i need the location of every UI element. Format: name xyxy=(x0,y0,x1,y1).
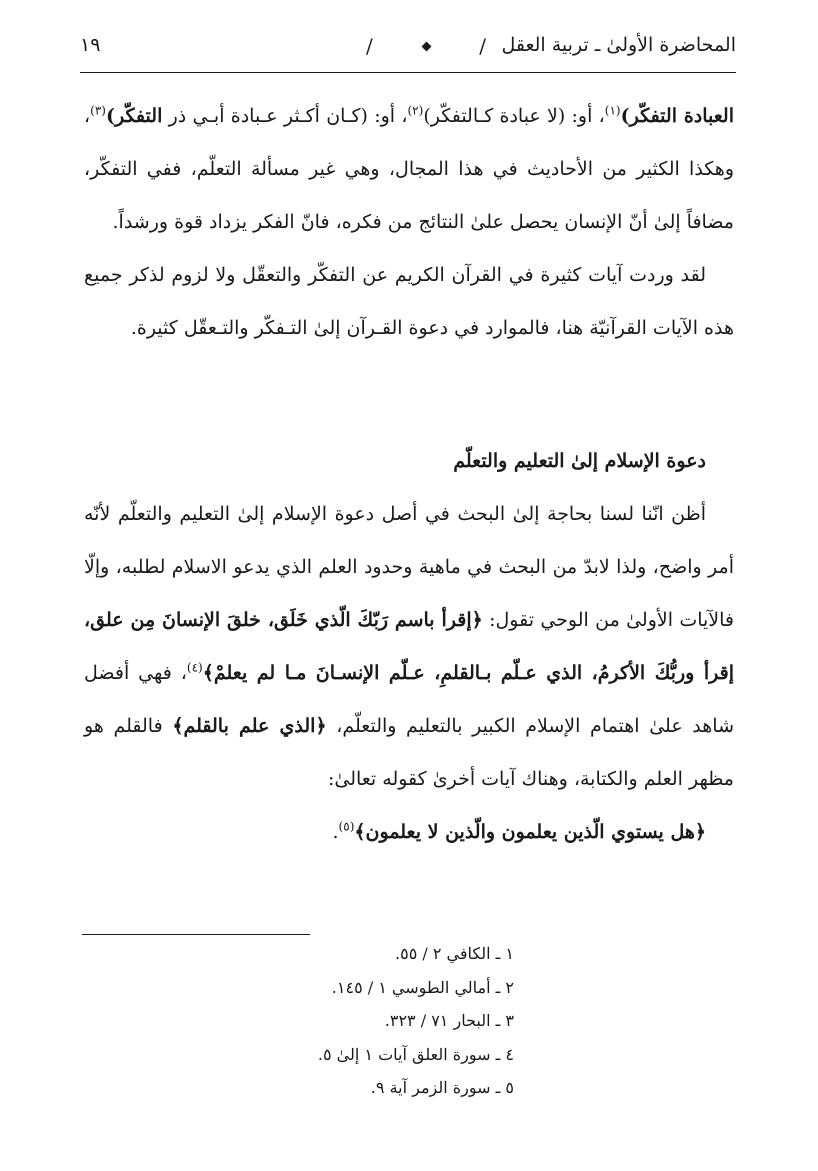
text-span: ، وهكذا الكثير من الأحاديث في هذا المجال، وهي غير مسألة التعلّم، ففي التفكّر، مضافاً إلىٰ أنّ الإنسان يحصل علىٰ النتائج من فكره، فانّ الفكر يزداد قوة ورشداً. xyxy=(84,105,734,233)
main-text xyxy=(84,90,734,859)
footnote-item: ٣ ـ البحار ٧١ / ٣٢٣. xyxy=(384,1011,514,1030)
running-header xyxy=(80,28,736,72)
text-span: ، أو: (لا عبادة كـالتفكّر) xyxy=(423,105,605,127)
header-ornament xyxy=(366,34,486,58)
footnote-ref: (٣) xyxy=(90,103,106,118)
quran-quote: ﴿هل يستوي الّذين يعلمون والّذين لا يعلمون﴾ xyxy=(354,821,706,843)
footnote-divider xyxy=(82,934,310,935)
header-slash: / xyxy=(366,34,373,58)
quran-quote: ﴿الذي علم بالقلم﴾ xyxy=(172,715,327,737)
section-heading: دعوة الإسلام إلىٰ التعليم والتعلّم xyxy=(453,450,706,472)
header-title: المحاضرة الأولىٰ ـ تربية العقل xyxy=(501,34,736,56)
text-span: فالقلم هو مظهر العلم والكتابة، وهناك آيات أخرىٰ كقوله تعالىٰ: xyxy=(84,715,734,790)
footnote-item: ٤ ـ سورة العلق آيات ١ إلىٰ ٥. xyxy=(317,1044,514,1064)
paragraph xyxy=(84,806,734,859)
page-number: ١٩ xyxy=(80,34,101,56)
hadith-quote: العبادة التفكّر) xyxy=(620,105,734,127)
header-slash: / xyxy=(479,34,486,58)
text-span: . xyxy=(332,821,339,843)
footnote-ref: (١) xyxy=(604,103,621,118)
text-span: ، فهي أفضل شاهد علىٰ اهتمام الإسلام الكبير بالتعليم والتعلّم، xyxy=(84,662,735,737)
footnote-item: ٢ ـ أمالي الطوسي ١ / ١٤٥. xyxy=(331,977,514,997)
footnotes xyxy=(84,937,734,1105)
hadith-quote: التفكّر) xyxy=(105,105,163,127)
footnote-ref: (٥) xyxy=(338,819,355,834)
footnote-ref: (٢) xyxy=(407,103,424,118)
header-divider xyxy=(80,72,736,73)
footnote-item: ١ ـ الكافي ٢ / ٥٥. xyxy=(395,944,514,963)
footnote-ref: (٤) xyxy=(186,660,203,675)
text-span: ، أو: (كـان أكـثر عـبادة أبـي ذر xyxy=(162,105,408,127)
paragraph xyxy=(84,488,734,806)
paragraph xyxy=(84,90,734,249)
text-span: أظن انّنا لسنا بحاجة إلىٰ البحث في أصل دعوة الإسلام إلىٰ التعليم والتعلّم لأنّه أمر واضح، ولذا لابدّ من البحث في ماهية وحدود العلم الذي يدعو الاسلام لطلبه، وإلّا فالآيات الأولىٰ من الوحي تقول: xyxy=(84,503,734,631)
quran-quote: ﴿إقرأ باسم رَبّكَ الّذي خَلَق، خلقَ الإنسانَ مِن علق، إقرأ وربُّكَ الأكرمُ، الذي عـلّم بـالقلمِ، عـلّم الإنسـانَ مـا لم يعلمْ﴾ xyxy=(84,609,734,684)
paragraph: لقد وردت آيات كثيرة في القرآن الكريم عن التفكّر والتعقّل ولا لزوم لذكر جميع هذه الآيات القرآنيّة هنا، فالموارد في دعوة القـرآن إلىٰ التـفكّر والتـعقّل كثيرة. xyxy=(84,264,734,339)
footnote-item: ٥ ـ سورة الزمر آية ٩. xyxy=(370,1078,514,1097)
diamond-icon xyxy=(421,41,431,51)
